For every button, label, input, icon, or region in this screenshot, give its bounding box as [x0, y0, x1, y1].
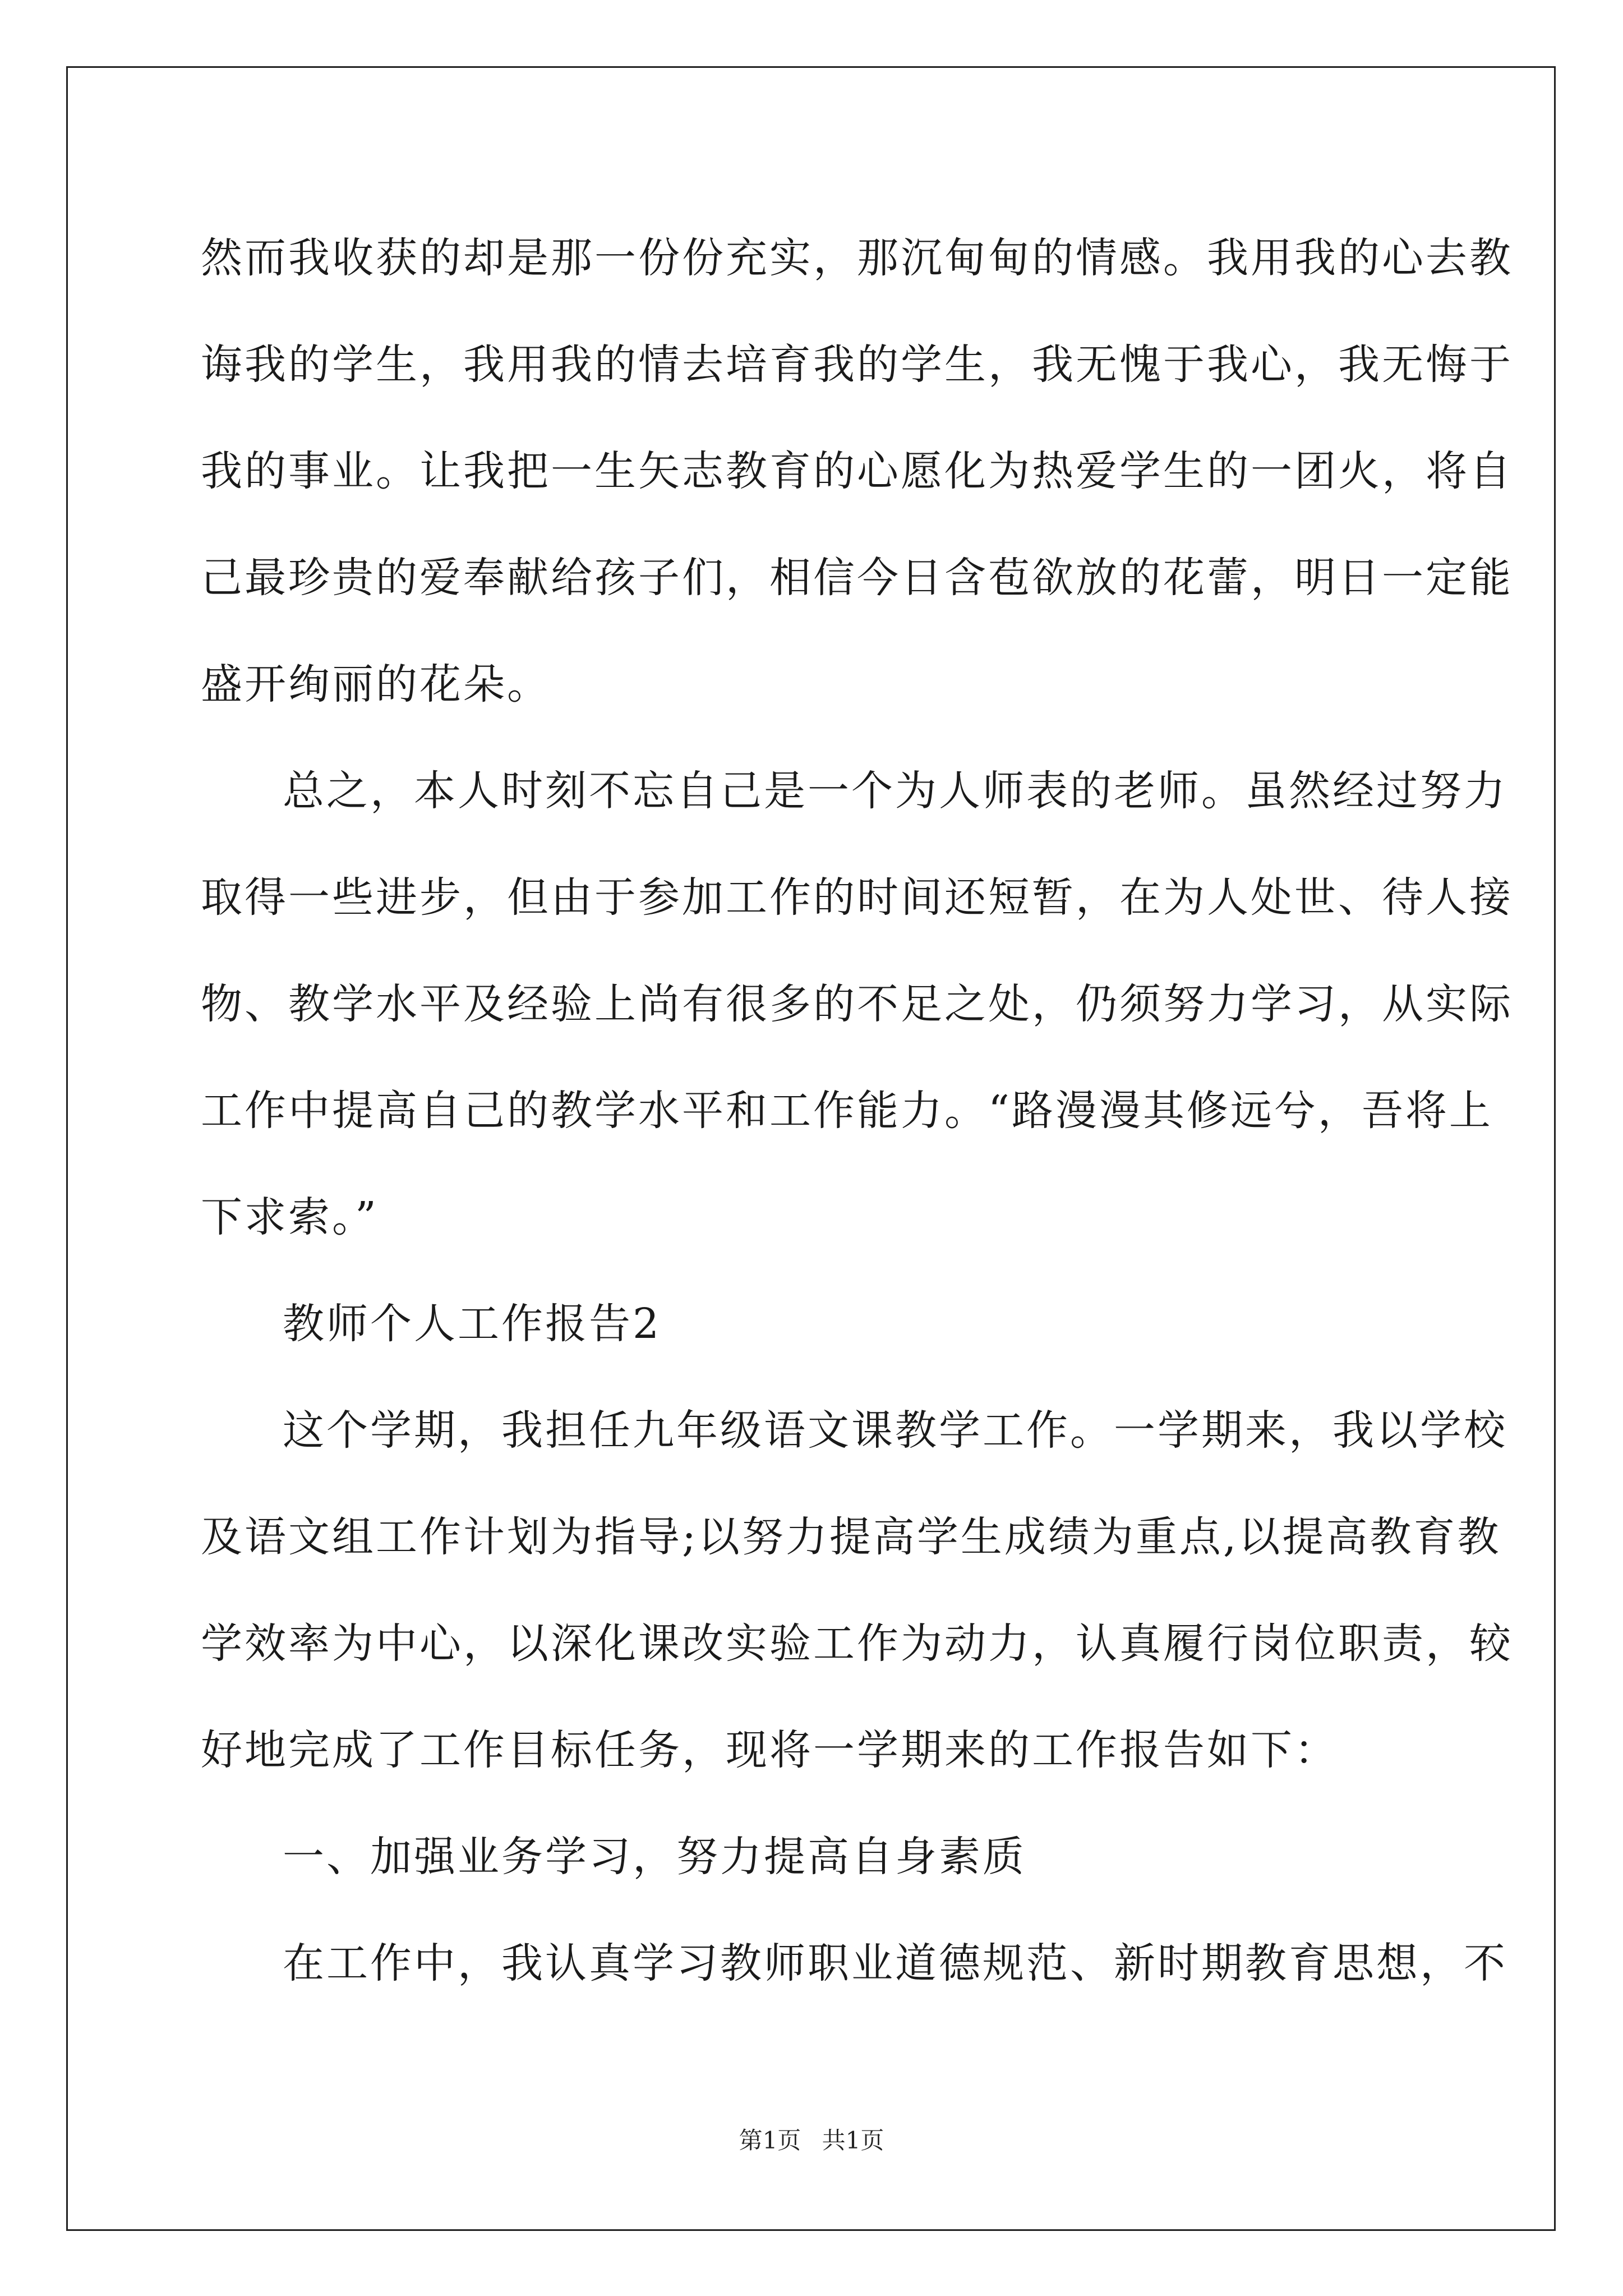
paragraph-line: 我的事业。让我把一生矢志教育的心愿化为热爱学生的一团火，将自: [201, 447, 1513, 495]
paragraph-line: 及语文组工作计划为指导;以努力提高学生成绩为重点,以提高教育教: [201, 1513, 1501, 1561]
paragraph-line: 物、教学水平及经验上尚有很多的不足之处，仍须努力学习，从实际: [201, 980, 1513, 1028]
paragraph-line: 在工作中，我认真学习教师职业道德规范、新时期教育思想，不: [283, 1939, 1507, 1987]
page-footer: [0, 2124, 1623, 2157]
paragraph-line: 好地完成了工作目标任务，现将一学期来的工作报告如下：: [201, 1726, 1338, 1774]
total-pages: 共1页: [822, 2127, 884, 2154]
paragraph-line: 诲我的学生，我用我的情去培育我的学生，我无愧于我心，我无悔于: [201, 341, 1513, 389]
paragraph-line: 己最珍贵的爱奉献给孩子们，相信今日含苞欲放的花蕾，明日一定能: [201, 554, 1513, 602]
paragraph-line: 盛开绚丽的花朵。: [201, 660, 551, 708]
paragraph-line: 总之，本人时刻不忘自己是一个为人师表的老师。虽然经过努力: [283, 767, 1507, 815]
paragraph-line: 工作中提高自己的教学水平和工作能力。“路漫漫其修远兮，吾将上: [201, 1087, 1493, 1135]
subsection-heading: 一、加强业务学习，努力提高自身素质: [283, 1833, 1026, 1881]
paragraph-line: 这个学期，我担任九年级语文课教学工作。一学期来，我以学校: [283, 1406, 1507, 1455]
paragraph-line: 下求索。”: [201, 1193, 379, 1241]
section-heading: 教师个人工作报告2: [283, 1300, 662, 1348]
page-number: 第1页: [739, 2127, 801, 2154]
paragraph-line: 然而我收获的却是那一份份充实，那沉甸甸的情感。我用我的心去教: [201, 234, 1513, 282]
paragraph-line: 取得一些进步，但由于参加工作的时间还短暂，在为人处世、待人接: [201, 873, 1513, 922]
document-body: [201, 205, 1513, 2017]
paragraph-line: 学效率为中心，以深化课改实验工作为动力，认真履行岗位职责，较: [201, 1619, 1513, 1668]
